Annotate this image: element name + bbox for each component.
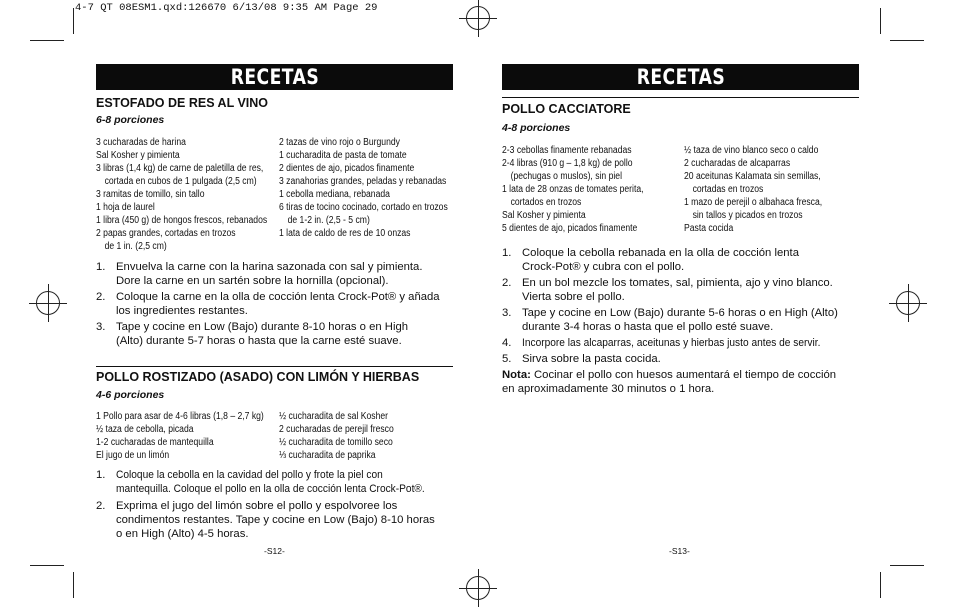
page-number-left: -S12- [264, 546, 285, 556]
step-item [502, 336, 862, 350]
step-text: Vierta sobre el pollo. [522, 291, 625, 303]
crop-mark [890, 40, 924, 41]
step-text: durante 3-4 horas o hasta que el pollo esté suave. [522, 321, 774, 333]
crop-mark [890, 565, 924, 566]
step-item [502, 246, 862, 274]
left-page-banner [96, 64, 453, 90]
crop-mark [73, 8, 74, 34]
step-text: Coloque la cebolla en la cavidad del pollo y frote la piel con [116, 469, 383, 481]
ingredient: 1 lata de 28 onzas de tomates perita, [502, 184, 644, 195]
crop-mark [73, 572, 74, 598]
step-item [96, 468, 456, 496]
step-item [502, 352, 862, 366]
ingredient: 1 libra (450 g) de hongos frescos, rebanados [96, 215, 268, 226]
recipe-servings-pollo-rostizado: 4-6 porciones [96, 389, 165, 401]
ingredient: 1 Pollo para asar de 4-6 libras (1,8 – 2,7 kg) [96, 411, 264, 422]
ingredient: de 1 in. (2,5 cm) [104, 241, 167, 252]
ingredient: de 1-2 in. (2,5 - 5 cm) [287, 215, 370, 226]
ingredients-left-pollo-rostizado [96, 410, 264, 462]
crop-mark [880, 572, 881, 598]
recipe-note [502, 368, 862, 396]
ingredient: Sal Kosher y pimienta [96, 150, 180, 161]
steps-pollo-cacciatore [502, 246, 862, 396]
step-text: condimentos restantes. Tape y cocine en Low (Bajo) 8-10 horas [116, 514, 435, 526]
ingredient: 1 cebolla mediana, rebanada [279, 189, 390, 200]
step-text: (Alto) durante 5-7 horas o hasta que la carne esté suave. [116, 335, 402, 347]
ingredient: ½ taza de cebolla, picada [96, 424, 194, 435]
step-number: 5. [502, 353, 512, 365]
recipe-servings-pollo-cacciatore: 4-8 porciones [502, 122, 571, 134]
ingredient: 3 zanahorias grandes, peladas y rebanadas [279, 176, 447, 187]
step-number: 3. [502, 307, 512, 319]
note-text: Cocinar el pollo con huesos aumentará el tiempo de cocción [534, 369, 837, 381]
ingredient: cortada en cubos de 1 pulgada (2,5 cm) [104, 176, 257, 187]
step-text: Tape y cocine en Low (Bajo) durante 5-6 horas o en High (Alto) [522, 307, 838, 319]
note-text: en aproximadamente 30 minutos o 1 hora. [502, 383, 715, 395]
crop-mark [30, 40, 64, 41]
ingredient: 2 cucharadas de perejil fresco [279, 424, 394, 435]
step-text: Incorpore las alcaparras, aceitunas y hierbas justo antes de servir. [522, 337, 821, 349]
ingredient: El jugo de un limón [96, 450, 170, 461]
registration-mark-icon [466, 6, 490, 30]
ingredient: 3 ramitas de tomillo, sin tallo [96, 189, 205, 200]
step-item [502, 306, 862, 334]
step-text: los ingredientes restantes. [116, 305, 248, 317]
ingredient: 20 aceitunas Kalamata sin semillas, [684, 171, 821, 182]
crop-mark [880, 8, 881, 34]
ingredient: 2 papas grandes, cortadas en trozos [96, 228, 236, 239]
step-text: Coloque la cebolla rebanada en la olla de cocción lenta [522, 247, 799, 259]
ingredient: 1 mazo de perejil o albahaca fresca, [684, 197, 823, 208]
step-number: 2. [502, 277, 512, 289]
step-text: Envuelva la carne con la harina sazonada con sal y pimienta. [116, 261, 423, 273]
step-number: 1. [502, 247, 512, 259]
steps-pollo-rostizado [96, 468, 456, 543]
ingredient: 2 dientes de ajo, picados finamente [279, 163, 415, 174]
left-banner-text: RECETAS [230, 65, 319, 89]
note-label: Nota: [502, 369, 531, 381]
steps-estofado [96, 260, 456, 350]
page-number-right: -S13- [669, 546, 690, 556]
ingredient: 3 cucharadas de harina [96, 137, 186, 148]
ingredients-right-pollo-rostizado [279, 410, 394, 462]
ingredient: ½ cucharadita de sal Kosher [279, 411, 389, 422]
ingredient: Sal Kosher y pimienta [502, 210, 586, 221]
ingredient: 2-4 libras (910 g – 1,8 kg) de pollo [502, 158, 633, 169]
ingredient: ⅓ cucharadita de paprika [279, 450, 376, 461]
ingredient: 1 hoja de laurel [96, 202, 155, 213]
registration-mark-icon [466, 576, 490, 600]
step-number: 2. [96, 500, 106, 512]
step-item [96, 260, 456, 288]
recipe-title-pollo-rostizado: POLLO ROSTIZADO (ASADO) CON LIMÓN Y HIERBAS [96, 370, 420, 384]
ingredient: Pasta cocida [684, 223, 734, 234]
step-item [96, 499, 456, 541]
step-text: Tape y cocine en Low (Bajo) durante 8-10 horas o en High [116, 321, 409, 333]
step-text: Coloque la carne en la olla de cocción lenta Crock-Pot® y añada [116, 291, 440, 303]
ingredient: 6 tiras de tocino cocinado, cortado en trozos [279, 202, 448, 213]
right-page-banner [502, 64, 859, 90]
step-text: Crock-Pot® y cubra con el pollo. [522, 261, 685, 273]
section-rule [96, 366, 453, 367]
step-number: 1. [96, 469, 106, 481]
ingredient: (pechugas o muslos), sin piel [510, 171, 622, 182]
recipe-title-estofado: ESTOFADO DE RES AL VINO [96, 96, 269, 110]
step-text: o en High (Alto) 4-5 horas. [116, 528, 249, 540]
ingredient: 2 cucharadas de alcaparras [684, 158, 791, 169]
step-number: 4. [502, 337, 512, 349]
recipe-servings-estofado: 6-8 porciones [96, 114, 165, 126]
step-text: Sirva sobre la pasta cocida. [522, 353, 661, 365]
ingredients-left-pollo-cacciatore [502, 144, 644, 235]
ingredient: 1-2 cucharadas de mantequilla [96, 437, 214, 448]
step-number: 1. [96, 261, 106, 273]
step-number: 2. [96, 291, 106, 303]
step-text: Exprima el jugo del limón sobre el pollo y espolvoree los [116, 500, 398, 512]
ingredient: 1 cucharadita de pasta de tomate [279, 150, 407, 161]
ingredient: ½ taza de vino blanco seco o caldo [684, 145, 819, 156]
ingredients-left-estofado [96, 136, 267, 253]
ingredients-right-pollo-cacciatore [684, 144, 822, 235]
registration-mark-icon [896, 291, 920, 315]
ingredients-right-estofado [279, 136, 448, 240]
ingredient: 1 lata de caldo de res de 10 onzas [279, 228, 411, 239]
crop-mark [30, 565, 64, 566]
step-number: 3. [96, 321, 106, 333]
ingredient: 3 libras (1,4 kg) de carne de paletilla de res, [96, 163, 264, 174]
step-text: Dore la carne en un sartén sobre la hornilla (opcional). [116, 275, 389, 287]
step-item [96, 290, 456, 318]
ingredient: 5 dientes de ajo, picados finamente [502, 223, 638, 234]
ingredient: 2-3 cebollas finamente rebanadas [502, 145, 632, 156]
ingredient: ½ cucharadita de tomillo seco [279, 437, 393, 448]
recipe-title-pollo-cacciatore: POLLO CACCIATORE [502, 102, 631, 116]
ingredient: sin tallos y picados en trozos [692, 210, 803, 221]
print-slug: 4-7 QT 08ESM1.qxd:126670 6/13/08 9:35 AM Page 29 [75, 2, 378, 14]
registration-mark-icon [36, 291, 60, 315]
ingredient: cortados en trozos [510, 197, 582, 208]
ingredient: 2 tazas de vino rojo o Burgundy [279, 137, 400, 148]
section-rule [502, 97, 859, 98]
step-item [96, 320, 456, 348]
step-text: mantequilla. Coloque el pollo en la olla de cocción lenta Crock-Pot®. [116, 483, 425, 495]
ingredient: cortadas en trozos [692, 184, 764, 195]
right-banner-text: RECETAS [636, 65, 725, 89]
step-item [502, 276, 862, 304]
step-text: En un bol mezcle los tomates, sal, pimienta, ajo y vino blanco. [522, 277, 833, 289]
